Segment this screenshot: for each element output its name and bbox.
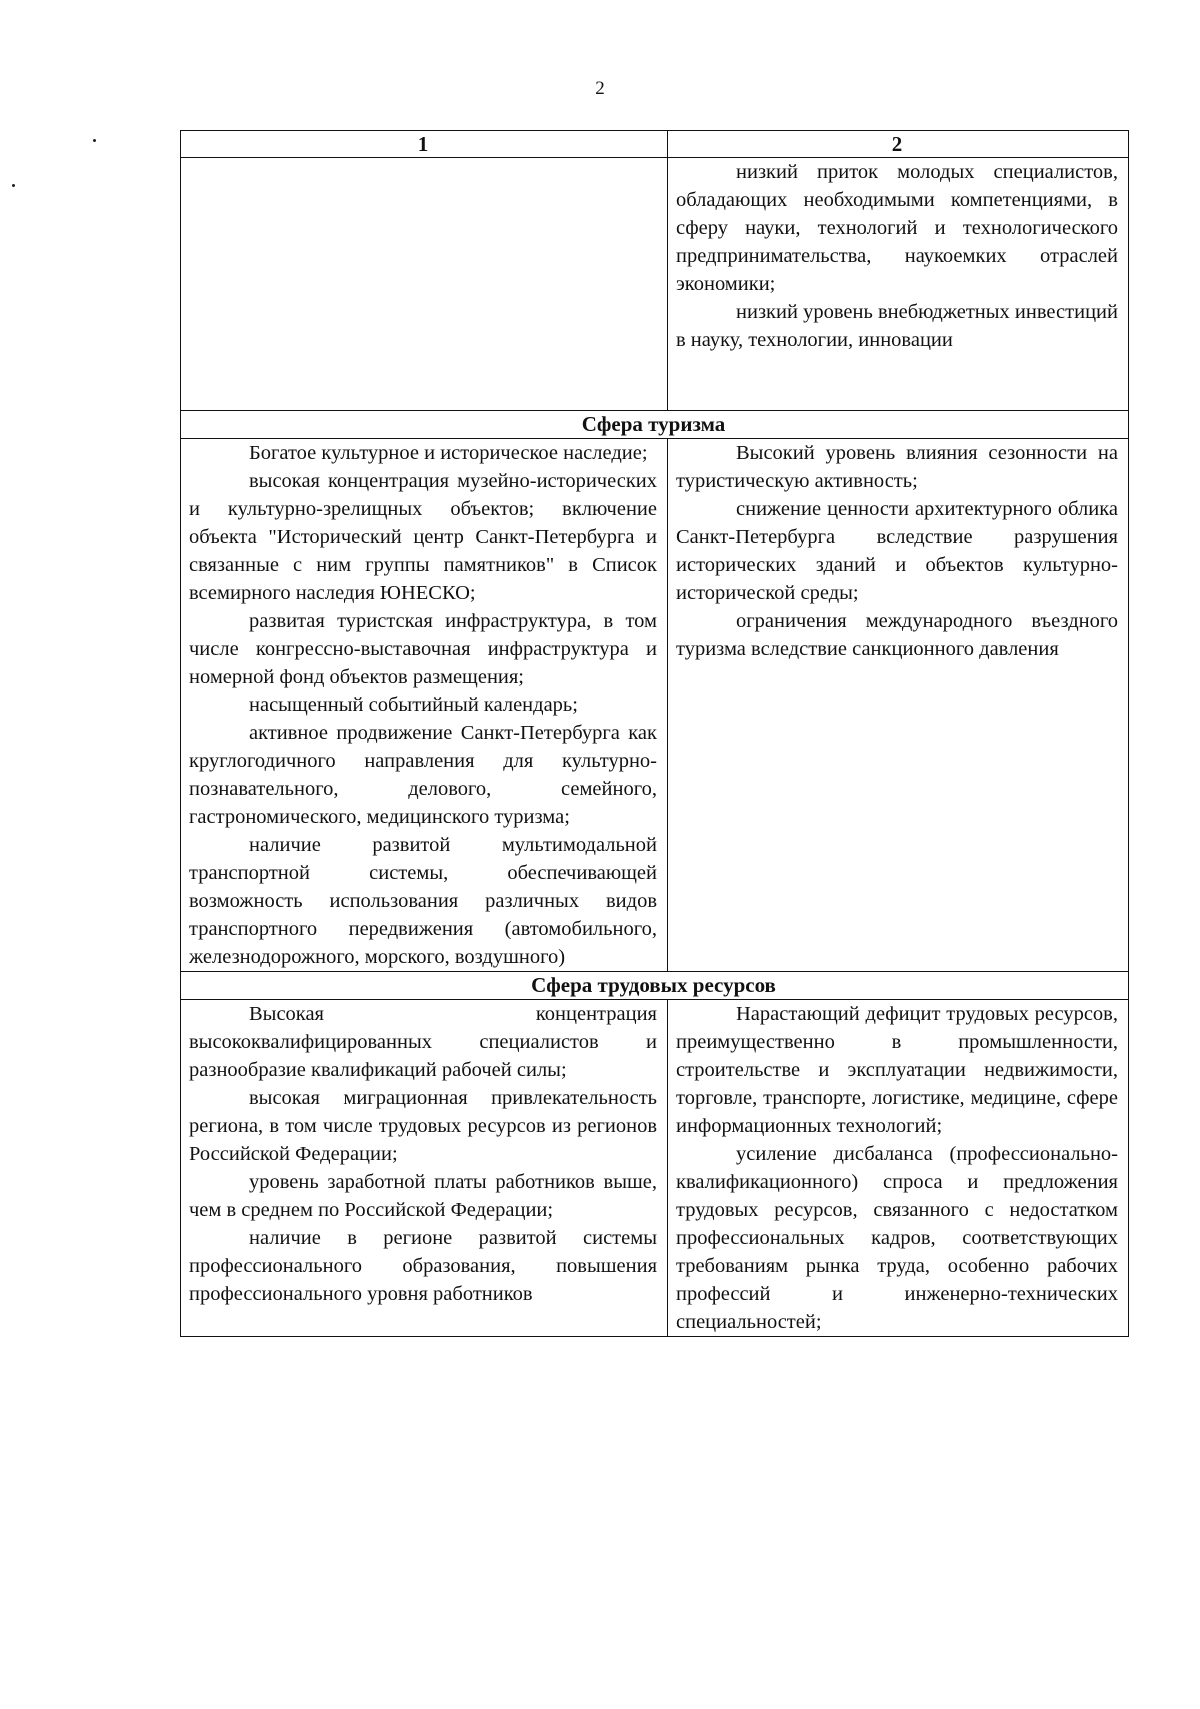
list-item: усиление дисбаланса (профессионально-квалификационного) спроса и предложения трудовых ресурсов, связанного с недостатком профессиональных кадров, соответствующих требованиям рынка труда, особенно рабочих профессий и инженерно-технических специальностей; xyxy=(676,1143,1118,1333)
list-item: наличие в регионе развитой системы профессионального образования, повышения профессионального уровня работников xyxy=(189,1227,657,1305)
section-row xyxy=(181,411,1129,439)
list-item: высокая концентрация музейно-исторических и культурно-зрелищных объектов; включение объекта "Исторический центр Санкт-Петербурга и связанные с ним группы памятников" в Список всемирного наследия ЮНЕСКО; xyxy=(189,470,657,604)
list-item: уровень заработной платы работников выше, чем в среднем по Российской Федерации; xyxy=(189,1171,657,1221)
section-title: Сфера туризма xyxy=(181,411,1129,439)
list-item: развитая туристская инфраструктура, в том числе конгрессно-выставочная инфраструктура и номерной фонд объектов размещения; xyxy=(189,610,657,688)
list-item: наличие развитой мультимодальной транспортной системы, обеспечивающей возможность использования различных видов транспортного передвижения (автомобильного, железнодорожного, морского, воздушного) xyxy=(189,834,657,968)
scan-speck xyxy=(12,184,15,187)
list-item: Нарастающий дефицит трудовых ресурсов, преимущественно в промышленности, строительстве и эксплуатации недвижимости, торговле, транспорте, логистике, медицине, сфере информационных технологий; xyxy=(676,1003,1118,1137)
list-item: Высокая концентрация высококвалифицированных специалистов и разнообразие квалификаций рабочей силы; xyxy=(189,1003,657,1081)
table-cell xyxy=(668,158,1129,411)
scan-speck xyxy=(93,139,96,142)
document-table xyxy=(180,130,1129,1337)
list-item: ограничения международного въездного туризма вследствие санкционного давления xyxy=(676,610,1118,660)
section-title: Сфера трудовых ресурсов xyxy=(181,972,1129,1000)
list-item: Богатое культурное и историческое наследие; xyxy=(249,442,648,464)
section-row xyxy=(181,972,1129,1000)
table-cell xyxy=(181,158,668,411)
list-item: активное продвижение Санкт-Петербурга как круглогодичного направления для культурно-познавательного, делового, семейного, гастрономического, медицинского туризма; xyxy=(189,722,657,828)
column-header: 1 xyxy=(181,131,668,158)
column-header: 2 xyxy=(668,131,1129,158)
table-cell xyxy=(181,439,668,972)
table-cell xyxy=(668,1000,1129,1337)
table-header-row xyxy=(181,131,1129,158)
table-cell xyxy=(668,439,1129,972)
list-item: низкий уровень внебюджетных инвестиций в науку, технологии, инновации xyxy=(676,301,1118,351)
page-number: 2 xyxy=(595,78,605,99)
list-item: низкий приток молодых специалистов, обладающих необходимыми компетенциями, в сферу науки, технологий и технологического предпринимательства, наукоемких отраслей экономики; xyxy=(676,161,1118,295)
list-item: снижение ценности архитектурного облика Санкт-Петербурга вследствие разрушения исторических зданий и объектов культурно-исторической среды; xyxy=(676,498,1118,604)
table-row xyxy=(181,1000,1129,1337)
list-item: насыщенный событийный календарь; xyxy=(249,694,578,716)
table-row xyxy=(181,158,1129,411)
list-item: Высокий уровень влияния сезонности на туристическую активность; xyxy=(676,442,1118,492)
table-cell xyxy=(181,1000,668,1337)
list-item: высокая миграционная привлекательность региона, в том числе трудовых ресурсов из регионов Российской Федерации; xyxy=(189,1087,657,1165)
table-row xyxy=(181,439,1129,972)
